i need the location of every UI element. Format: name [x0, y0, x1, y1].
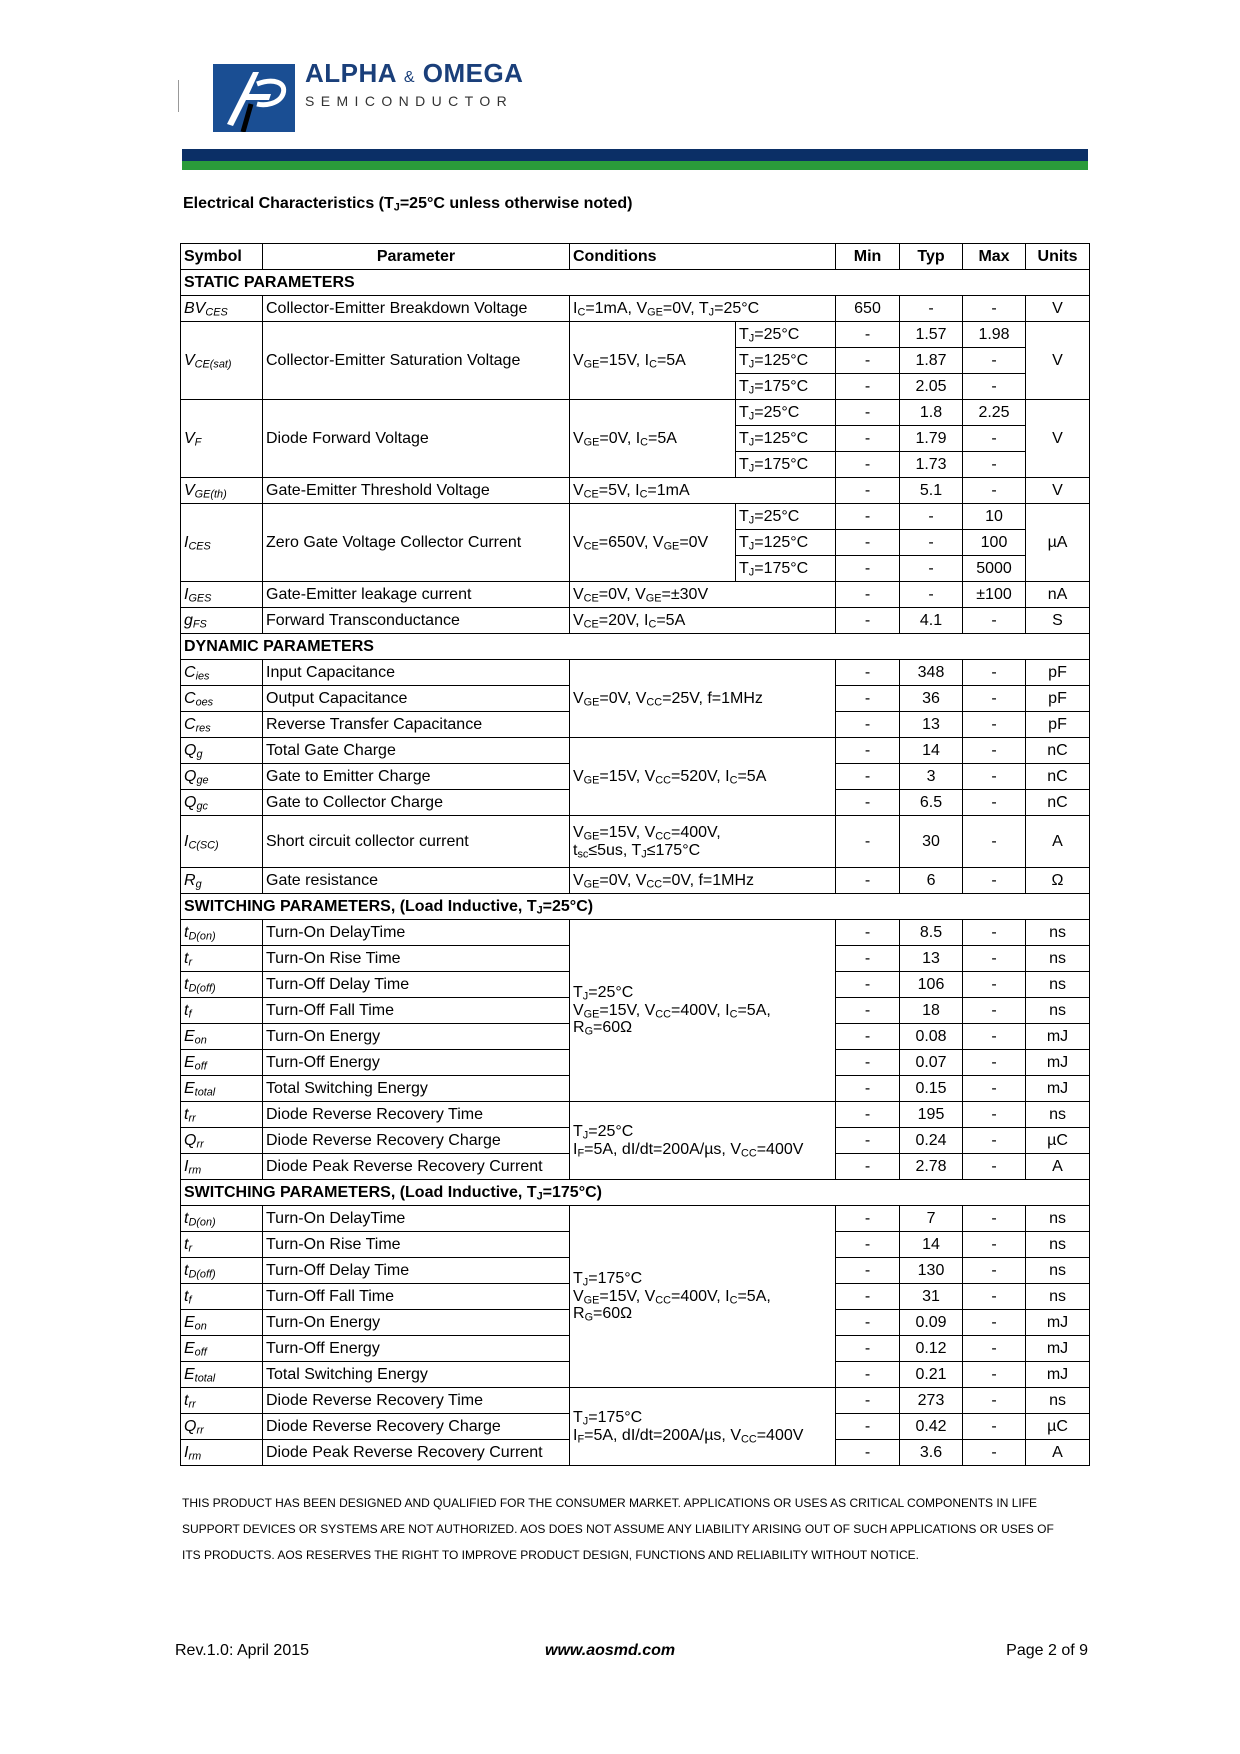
parameter-cell: Collector-Emitter Breakdown Voltage: [263, 296, 570, 322]
min-cell: -: [836, 1310, 900, 1336]
symbol-cell: $I_{CES}$: [181, 504, 263, 582]
table-row: [181, 296, 1090, 322]
aos-logo-icon: [213, 64, 295, 132]
unit-cell: ns: [1026, 1284, 1090, 1310]
min-cell: -: [836, 426, 900, 452]
typ-cell: 1.87: [900, 348, 963, 374]
unit-cell: ns: [1026, 920, 1090, 946]
parameter-cell: Total Switching Energy: [263, 1076, 570, 1102]
table-row: [181, 660, 1090, 686]
max-cell: 100: [963, 530, 1026, 556]
typ-cell: 14: [900, 1232, 963, 1258]
min-cell: -: [836, 530, 900, 556]
min-cell: -: [836, 660, 900, 686]
symbol-cell: $V_F$: [181, 400, 263, 478]
min-cell: -: [836, 1258, 900, 1284]
typ-cell: 31: [900, 1284, 963, 1310]
max-cell: -: [963, 1440, 1026, 1466]
unit-cell: ns: [1026, 998, 1090, 1024]
unit-cell: ns: [1026, 972, 1090, 998]
typ-cell: -: [900, 504, 963, 530]
typ-cell: -: [900, 582, 963, 608]
typ-cell: 2.05: [900, 374, 963, 400]
tj-cell: $T_J=175^\circ C$: [736, 452, 836, 478]
max-cell: -: [963, 712, 1026, 738]
parameter-cell: Short circuit collector current: [263, 816, 570, 868]
table-row: [181, 738, 1090, 764]
symbol-cell: $t_{D(on)}$: [181, 1206, 263, 1232]
min-cell: -: [836, 1440, 900, 1466]
table-row: [181, 920, 1090, 946]
max-cell: -: [963, 1102, 1026, 1128]
symbol-cell: $t_{rr}$: [181, 1102, 263, 1128]
max-cell: -: [963, 1336, 1026, 1362]
min-cell: -: [836, 1284, 900, 1310]
max-cell: -: [963, 920, 1026, 946]
min-cell: -: [836, 998, 900, 1024]
parameter-cell: Diode Forward Voltage: [263, 400, 570, 478]
section-row: [181, 1180, 1090, 1206]
typ-cell: 106: [900, 972, 963, 998]
typ-cell: 0.07: [900, 1050, 963, 1076]
brand-name: ALPHA & OMEGA: [305, 58, 524, 88]
min-cell: -: [836, 348, 900, 374]
section-row: [181, 270, 1090, 296]
conditions-cell: $T_J=25^\circ C$ $I_F=5A$, dI/dt=200A/µs, $V_{CC}=400V$: [570, 1102, 836, 1180]
parameter-cell: Diode Peak Reverse Recovery Current: [263, 1154, 570, 1180]
symbol-cell: $t_{D(off)}$: [181, 972, 263, 998]
unit-cell: ns: [1026, 1258, 1090, 1284]
typ-cell: 30: [900, 816, 963, 868]
typ-cell: 0.15: [900, 1076, 963, 1102]
tj-cell: $T_J=175^\circ C$: [736, 556, 836, 582]
symbol-cell: $E_{total}$: [181, 1362, 263, 1388]
symbol-cell: $E_{off}$: [181, 1050, 263, 1076]
header-units: Units: [1026, 244, 1090, 270]
unit-cell: mJ: [1026, 1362, 1090, 1388]
parameter-cell: Gate to Collector Charge: [263, 790, 570, 816]
conditions-cell: $V_{GE}=15V$, $V_{CC}=520V$, $I_C=5A$: [570, 738, 836, 816]
unit-cell: ns: [1026, 1102, 1090, 1128]
unit-cell: V: [1026, 322, 1090, 400]
section-static: STATIC PARAMETERS: [181, 270, 1090, 296]
max-cell: -: [963, 452, 1026, 478]
header-divider: [178, 80, 179, 112]
electrical-characteristics-table: [180, 243, 1090, 1466]
min-cell: -: [836, 1128, 900, 1154]
unit-cell: S: [1026, 608, 1090, 634]
parameter-cell: Turn-On DelayTime: [263, 920, 570, 946]
tj-cell: $T_J=25^\circ C$: [736, 504, 836, 530]
typ-cell: 0.24: [900, 1128, 963, 1154]
parameter-cell: Gate-Emitter Threshold Voltage: [263, 478, 570, 504]
min-cell: -: [836, 1050, 900, 1076]
min-cell: -: [836, 686, 900, 712]
symbol-cell: $E_{off}$: [181, 1336, 263, 1362]
conditions-cell: $V_{CE}=0V$, $V_{GE}=\pm 30V$: [570, 582, 836, 608]
min-cell: -: [836, 1102, 900, 1128]
table-row: [181, 478, 1090, 504]
parameter-cell: Gate-Emitter leakage current: [263, 582, 570, 608]
min-cell: -: [836, 582, 900, 608]
parameter-cell: Collector-Emitter Saturation Voltage: [263, 322, 570, 400]
min-cell: -: [836, 712, 900, 738]
max-cell: -: [963, 1232, 1026, 1258]
symbol-cell: $I_{GES}$: [181, 582, 263, 608]
unit-cell: A: [1026, 816, 1090, 868]
max-cell: -: [963, 1024, 1026, 1050]
symbol-cell: $Q_{rr}$: [181, 1414, 263, 1440]
conditions-cell: $V_{CE}=650V$, $V_{GE}=0V$: [570, 504, 736, 582]
symbol-cell: $E_{on}$: [181, 1024, 263, 1050]
conditions-cell: $V_{GE}=15V$, $V_{CC}=400V$, $t_{sc}\le 5us$, $T_J\le 175^\circ C$: [570, 816, 836, 868]
typ-cell: 5.1: [900, 478, 963, 504]
max-cell: -: [963, 972, 1026, 998]
typ-cell: 1.57: [900, 322, 963, 348]
table-row: [181, 400, 1090, 426]
parameter-cell: Reverse Transfer Capacitance: [263, 712, 570, 738]
header-min: Min: [836, 244, 900, 270]
tj-cell: $T_J=25^\circ C$: [736, 400, 836, 426]
symbol-cell: $C_{res}$: [181, 712, 263, 738]
symbol-cell: $R_g$: [181, 868, 263, 894]
symbol-cell: $Q_{gc}$: [181, 790, 263, 816]
min-cell: -: [836, 738, 900, 764]
max-cell: -: [963, 1362, 1026, 1388]
conditions-cell: $V_{GE}=0V$, $I_C=5A$: [570, 400, 736, 478]
symbol-cell: $I_{rm}$: [181, 1154, 263, 1180]
unit-cell: mJ: [1026, 1024, 1090, 1050]
parameter-cell: Output Capacitance: [263, 686, 570, 712]
max-cell: -: [963, 1388, 1026, 1414]
symbol-cell: $I_{rm}$: [181, 1440, 263, 1466]
max-cell: -: [963, 686, 1026, 712]
typ-cell: 348: [900, 660, 963, 686]
max-cell: -: [963, 660, 1026, 686]
typ-cell: 130: [900, 1258, 963, 1284]
parameter-cell: Diode Reverse Recovery Time: [263, 1388, 570, 1414]
typ-cell: 3: [900, 764, 963, 790]
max-cell: -: [963, 426, 1026, 452]
parameter-cell: Gate resistance: [263, 868, 570, 894]
table-row: [181, 504, 1090, 530]
unit-cell: V: [1026, 400, 1090, 478]
unit-cell: nA: [1026, 582, 1090, 608]
symbol-cell: $E_{on}$: [181, 1310, 263, 1336]
parameter-cell: Turn-Off Delay Time: [263, 1258, 570, 1284]
typ-cell: 14: [900, 738, 963, 764]
parameter-cell: Turn-Off Fall Time: [263, 998, 570, 1024]
symbol-cell: $Q_{ge}$: [181, 764, 263, 790]
min-cell: -: [836, 452, 900, 478]
conditions-cell: $T_J=25^\circ C$ $V_{GE}=15V$, $V_{CC}=400V$, $I_C=5A$, $R_G=60\Omega$: [570, 920, 836, 1102]
typ-cell: 6: [900, 868, 963, 894]
footer-revision: Rev.1.0: April 2015: [175, 1642, 310, 1659]
min-cell: -: [836, 1232, 900, 1258]
unit-cell: mJ: [1026, 1310, 1090, 1336]
max-cell: -: [963, 764, 1026, 790]
section-row: [181, 634, 1090, 660]
typ-cell: 6.5: [900, 790, 963, 816]
max-cell: -: [963, 1284, 1026, 1310]
table-row: [181, 816, 1090, 868]
typ-cell: 3.6: [900, 1440, 963, 1466]
conditions-cell: $T_J=175^\circ C$ $I_F=5A$, dI/dt=200A/µs, $V_{CC}=400V$: [570, 1388, 836, 1466]
max-cell: 2.25: [963, 400, 1026, 426]
symbol-cell: $E_{total}$: [181, 1076, 263, 1102]
typ-cell: 18: [900, 998, 963, 1024]
min-cell: -: [836, 868, 900, 894]
max-cell: -: [963, 1258, 1026, 1284]
min-cell: -: [836, 972, 900, 998]
parameter-cell: Diode Reverse Recovery Charge: [263, 1128, 570, 1154]
conditions-cell: $V_{CE}=5V$, $I_C=1mA$: [570, 478, 836, 504]
typ-cell: -: [900, 296, 963, 322]
tj-cell: $T_J=125^\circ C$: [736, 348, 836, 374]
max-cell: -: [963, 296, 1026, 322]
tj-cell: $T_J=125^\circ C$: [736, 426, 836, 452]
symbol-cell: $t_{rr}$: [181, 1388, 263, 1414]
typ-cell: 195: [900, 1102, 963, 1128]
conditions-cell: $V_{GE}=15V$, $I_C=5A$: [570, 322, 736, 400]
header-typ: Typ: [900, 244, 963, 270]
max-cell: -: [963, 478, 1026, 504]
section-title: Electrical Characteristics ($T_J=25^\circ C$ unless otherwise noted): [183, 195, 633, 214]
brand-subtitle: SEMICONDUCTOR: [305, 93, 514, 109]
parameter-cell: Diode Reverse Recovery Time: [263, 1102, 570, 1128]
header-symbol: Symbol: [181, 244, 263, 270]
symbol-cell: $BV_{CES}$: [181, 296, 263, 322]
max-cell: -: [963, 790, 1026, 816]
section-switching-25: SWITCHING PARAMETERS, (Load Inductive, $T_J=25^\circ C$): [181, 894, 1090, 920]
unit-cell: pF: [1026, 712, 1090, 738]
unit-cell: V: [1026, 296, 1090, 322]
typ-cell: 0.12: [900, 1336, 963, 1362]
max-cell: -: [963, 1154, 1026, 1180]
min-cell: -: [836, 556, 900, 582]
unit-cell: mJ: [1026, 1336, 1090, 1362]
typ-cell: 1.79: [900, 426, 963, 452]
max-cell: -: [963, 1076, 1026, 1102]
typ-cell: 13: [900, 712, 963, 738]
conditions-cell: $V_{GE}=0V$, $V_{CC}=25V$, f=1MHz: [570, 660, 836, 738]
table-row: [181, 868, 1090, 894]
parameter-cell: Input Capacitance: [263, 660, 570, 686]
max-cell: -: [963, 738, 1026, 764]
table-row: [181, 322, 1090, 348]
min-cell: -: [836, 1388, 900, 1414]
symbol-cell: $Q_g$: [181, 738, 263, 764]
symbol-cell: $V_{GE(th)}$: [181, 478, 263, 504]
unit-cell: ns: [1026, 1388, 1090, 1414]
min-cell: -: [836, 1024, 900, 1050]
disclaimer-text: THIS PRODUCT HAS BEEN DESIGNED AND QUALIFIED FOR THE CONSUMER MARKET. APPLICATIONS OR USES AS CRITICAL COMPONENTS IN LIFE SUPPORT DEVICES OR SYSTEMS ARE NOT AUTHORIZED. AOS DOES NOT ASSUME ANY LIABILITY ARISING OUT OF SUCH APPLICATIONS OR USES OF ITS PRODUCTS. AOS RESERVES THE RIGHT TO IMPROVE PRODUCT DESIGN, FUNCTIONS AND RELIABILITY WITHOUT NOTICE.: [182, 1496, 1054, 1562]
unit-cell: ns: [1026, 1232, 1090, 1258]
table-row: [181, 1206, 1090, 1232]
max-cell: -: [963, 1128, 1026, 1154]
parameter-cell: Turn-On Energy: [263, 1310, 570, 1336]
tj-cell: $T_J=125^\circ C$: [736, 530, 836, 556]
footer-website-link[interactable]: www.aosmd.com: [545, 1642, 676, 1659]
max-cell: 5000: [963, 556, 1026, 582]
header-max: Max: [963, 244, 1026, 270]
max-cell: ±100: [963, 582, 1026, 608]
min-cell: -: [836, 374, 900, 400]
max-cell: -: [963, 1206, 1026, 1232]
conditions-cell: $V_{CE}=20V$, $I_C=5A$: [570, 608, 836, 634]
unit-cell: ns: [1026, 1206, 1090, 1232]
parameter-cell: Total Gate Charge: [263, 738, 570, 764]
typ-cell: 8.5: [900, 920, 963, 946]
parameter-cell: Turn-On Rise Time: [263, 946, 570, 972]
typ-cell: -: [900, 530, 963, 556]
symbol-cell: $I_{C(SC)}$: [181, 816, 263, 868]
unit-cell: pF: [1026, 686, 1090, 712]
max-cell: -: [963, 998, 1026, 1024]
parameter-cell: Gate to Emitter Charge: [263, 764, 570, 790]
min-cell: -: [836, 790, 900, 816]
conditions-cell: $V_{GE}=0V$, $V_{CC}=0V$, f=1MHz: [570, 868, 836, 894]
unit-cell: nC: [1026, 738, 1090, 764]
unit-cell: mJ: [1026, 1076, 1090, 1102]
max-cell: -: [963, 1414, 1026, 1440]
section-dynamic: DYNAMIC PARAMETERS: [181, 634, 1090, 660]
header-bar-green: [182, 161, 1088, 170]
parameter-cell: Diode Reverse Recovery Charge: [263, 1414, 570, 1440]
unit-cell: ns: [1026, 946, 1090, 972]
header-conditions: Conditions: [570, 244, 836, 270]
max-cell: -: [963, 868, 1026, 894]
table-header-row: [181, 244, 1090, 270]
max-cell: -: [963, 816, 1026, 868]
typ-cell: 13: [900, 946, 963, 972]
typ-cell: 36: [900, 686, 963, 712]
unit-cell: pF: [1026, 660, 1090, 686]
max-cell: 10: [963, 504, 1026, 530]
min-cell: -: [836, 1414, 900, 1440]
symbol-cell: $g_{FS}$: [181, 608, 263, 634]
parameter-cell: Turn-On Energy: [263, 1024, 570, 1050]
typ-cell: 1.8: [900, 400, 963, 426]
header-parameter: Parameter: [263, 244, 570, 270]
typ-cell: 0.08: [900, 1024, 963, 1050]
max-cell: -: [963, 1310, 1026, 1336]
max-cell: 1.98: [963, 322, 1026, 348]
conditions-cell: $I_C=1mA$, $V_{GE}=0V$, $T_J=25^\circ C$: [570, 296, 836, 322]
min-cell: -: [836, 1206, 900, 1232]
min-cell: -: [836, 400, 900, 426]
header-bar-blue: [182, 149, 1088, 161]
tj-cell: $T_J=175^\circ C$: [736, 374, 836, 400]
min-cell: -: [836, 504, 900, 530]
min-cell: -: [836, 946, 900, 972]
unit-cell: A: [1026, 1440, 1090, 1466]
unit-cell: µC: [1026, 1128, 1090, 1154]
conditions-cell: $T_J=175^\circ C$ $V_{GE}=15V$, $V_{CC}=400V$, $I_C=5A$, $R_G=60\Omega$: [570, 1206, 836, 1388]
table-row: [181, 582, 1090, 608]
symbol-cell: $t_r$: [181, 1232, 263, 1258]
parameter-cell: Diode Peak Reverse Recovery Current: [263, 1440, 570, 1466]
table-row: [181, 608, 1090, 634]
symbol-cell: $V_{CE(sat)}$: [181, 322, 263, 400]
typ-cell: 1.73: [900, 452, 963, 478]
parameter-cell: Turn-On Rise Time: [263, 1232, 570, 1258]
symbol-cell: $t_r$: [181, 946, 263, 972]
unit-cell: µA: [1026, 504, 1090, 582]
min-cell: 650: [836, 296, 900, 322]
max-cell: -: [963, 608, 1026, 634]
min-cell: -: [836, 322, 900, 348]
parameter-cell: Turn-Off Energy: [263, 1336, 570, 1362]
parameter-cell: Turn-Off Energy: [263, 1050, 570, 1076]
typ-cell: 0.09: [900, 1310, 963, 1336]
unit-cell: Ω: [1026, 868, 1090, 894]
parameter-cell: Total Switching Energy: [263, 1362, 570, 1388]
typ-cell: 0.21: [900, 1362, 963, 1388]
unit-cell: nC: [1026, 764, 1090, 790]
parameter-cell: Zero Gate Voltage Collector Current: [263, 504, 570, 582]
unit-cell: µC: [1026, 1414, 1090, 1440]
unit-cell: mJ: [1026, 1050, 1090, 1076]
symbol-cell: $Q_{rr}$: [181, 1128, 263, 1154]
min-cell: -: [836, 608, 900, 634]
typ-cell: 4.1: [900, 608, 963, 634]
min-cell: -: [836, 1076, 900, 1102]
unit-cell: V: [1026, 478, 1090, 504]
section-row: [181, 894, 1090, 920]
parameter-cell: Turn-Off Delay Time: [263, 972, 570, 998]
min-cell: -: [836, 920, 900, 946]
unit-cell: A: [1026, 1154, 1090, 1180]
typ-cell: -: [900, 556, 963, 582]
min-cell: -: [836, 764, 900, 790]
table-row: [181, 1102, 1090, 1128]
min-cell: -: [836, 1362, 900, 1388]
section-switching-175: SWITCHING PARAMETERS, (Load Inductive, $T_J=175^\circ C$): [181, 1180, 1090, 1206]
symbol-cell: $t_{D(off)}$: [181, 1258, 263, 1284]
symbol-cell: $t_f$: [181, 1284, 263, 1310]
max-cell: -: [963, 946, 1026, 972]
typ-cell: 273: [900, 1388, 963, 1414]
typ-cell: 2.78: [900, 1154, 963, 1180]
parameter-cell: Turn-Off Fall Time: [263, 1284, 570, 1310]
symbol-cell: $C_{ies}$: [181, 660, 263, 686]
min-cell: -: [836, 1336, 900, 1362]
table-row: [181, 1388, 1090, 1414]
typ-cell: 0.42: [900, 1414, 963, 1440]
max-cell: -: [963, 1050, 1026, 1076]
unit-cell: nC: [1026, 790, 1090, 816]
max-cell: -: [963, 374, 1026, 400]
min-cell: -: [836, 1154, 900, 1180]
min-cell: -: [836, 816, 900, 868]
symbol-cell: $t_f$: [181, 998, 263, 1024]
footer-page-number: Page 2 of 9: [1006, 1642, 1088, 1659]
parameter-cell: Forward Transconductance: [263, 608, 570, 634]
min-cell: -: [836, 478, 900, 504]
tj-cell: $T_J=25^\circ C$: [736, 322, 836, 348]
parameter-cell: Turn-On DelayTime: [263, 1206, 570, 1232]
max-cell: -: [963, 348, 1026, 374]
symbol-cell: $t_{D(on)}$: [181, 920, 263, 946]
symbol-cell: $C_{oes}$: [181, 686, 263, 712]
typ-cell: 7: [900, 1206, 963, 1232]
